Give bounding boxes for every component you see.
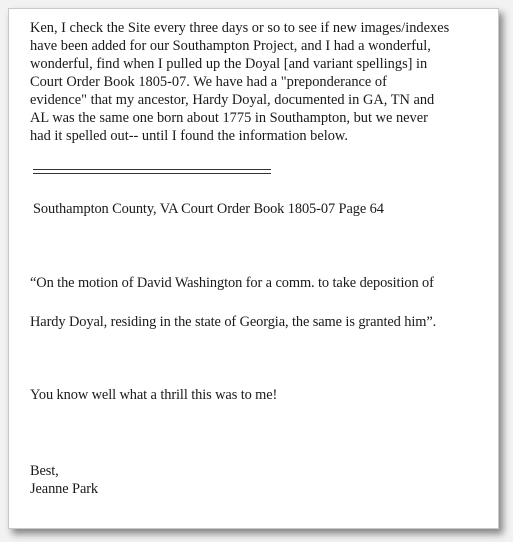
quote-line-1: “On the motion of David Washington for a comm. to take deposition of: [30, 275, 434, 291]
paragraph-line: had it spelled out-- until I found the information below.: [30, 128, 348, 144]
paragraph-line: AL was the same one born about 1775 in Southampton, but we never: [30, 110, 428, 126]
double-rule-divider: [33, 169, 271, 174]
quote-line-2: Hardy Doyal, residing in the state of Georgia, the same is granted him”.: [30, 314, 437, 330]
paragraph-line: Court Order Book 1805-07. We have had a "preponderance of: [30, 74, 387, 90]
paragraph-line: Ken, I check the Site every three days or so to see if new images/indexes: [30, 20, 450, 36]
closing-remark: You know well what a thrill this was to me!: [30, 387, 278, 403]
paragraph-line: have been added for our Southampton Project, and I had a wonderful,: [30, 38, 431, 54]
signature: Jeanne Park: [30, 481, 99, 497]
source-citation: Southampton County, VA Court Order Book 1805-07 Page 64: [33, 201, 384, 217]
letter-page: [8, 8, 499, 529]
intro-paragraph: [30, 19, 490, 145]
paragraph-line: wonderful, find when I pulled up the Doyal [and variant spellings] in: [30, 56, 428, 72]
paragraph-line: evidence" that my ancestor, Hardy Doyal, documented in GA, TN and: [30, 92, 435, 108]
signoff: Best,: [30, 463, 59, 479]
